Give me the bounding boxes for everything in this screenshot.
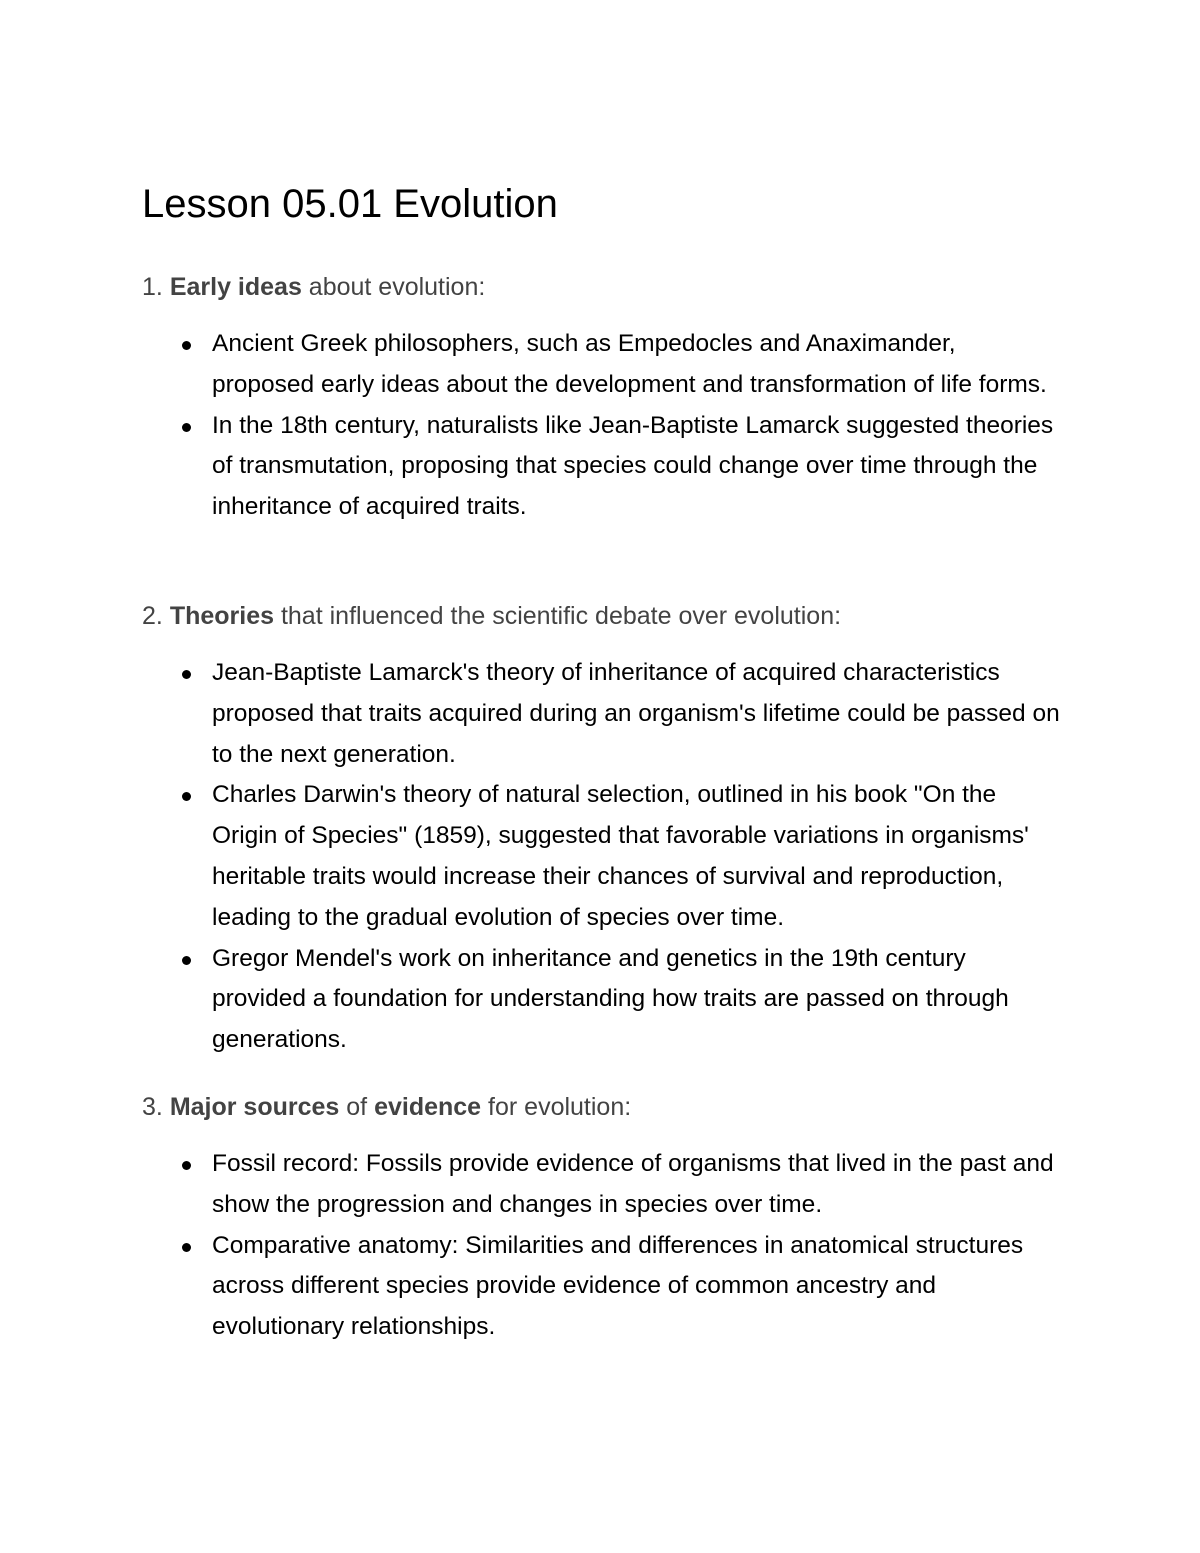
list-item [142, 775, 1062, 938]
bullet-text: Gregor Mendel's work on inheritance and genetics in the 19th century provided a foundation for understanding how traits are passed on through generations. [212, 944, 1009, 1054]
section-heading [142, 272, 1062, 302]
bullet-text: Comparative anatomy: Similarities and differences in anatomical structures across different species provide evidence of common ancestry and evolutionary relationships. [212, 1231, 1024, 1341]
bullet-icon [182, 341, 191, 350]
section-evidence [142, 1092, 1062, 1348]
heading-text: for evolution: [481, 1093, 632, 1121]
section-number: 2. [142, 602, 163, 630]
list-item [142, 939, 1062, 1061]
section-number: 1. [142, 273, 163, 301]
heading-text: of [339, 1093, 375, 1121]
heading-text: about evolution: [301, 273, 486, 301]
bullet-text: Jean-Baptiste Lamarck's theory of inheritance of acquired characteristics proposed that traits acquired during an organism's lifetime could be passed on to the next generation. [212, 659, 1060, 768]
heading-bold-term: Theories [169, 602, 275, 630]
bullet-text: Ancient Greek philosophers, such as Empedocles and Anaximander, proposed early ideas about the development and transformation of life forms. [212, 330, 1047, 398]
page-title: Lesson 05.01 Evolution [142, 182, 558, 226]
heading-bold-term: Early ideas [169, 273, 302, 301]
bullet-list [142, 653, 1062, 1061]
bullet-icon [182, 956, 191, 965]
heading-text: that influenced the scientific debate over evolution: [274, 602, 842, 630]
bullet-icon [182, 1243, 191, 1252]
list-item [142, 1226, 1062, 1348]
bullet-icon [182, 423, 191, 432]
section-number: 3. [142, 1093, 163, 1121]
list-item [142, 324, 1062, 406]
section-heading [142, 601, 1062, 631]
bullet-icon [182, 1161, 191, 1170]
list-item [142, 406, 1062, 528]
bullet-list [142, 324, 1062, 528]
section-early-ideas [142, 272, 1062, 528]
bullet-icon [182, 792, 191, 801]
bullet-list [142, 1144, 1062, 1348]
heading-bold-term: evidence [374, 1093, 482, 1121]
list-item [142, 653, 1062, 775]
bullet-text: In the 18th century, naturalists like Jean-Baptiste Lamarck suggested theories of transmutation, proposing that species could change over time through the inheritance of acquired traits. [212, 411, 1054, 521]
bullet-icon [182, 670, 191, 679]
section-heading [142, 1092, 1062, 1122]
section-theories [142, 601, 1062, 1061]
list-item [142, 1144, 1062, 1226]
bullet-text: Charles Darwin's theory of natural selection, outlined in his book "On the Origin of Species" (1859), suggested that favorable variations in organisms' heritable traits would increase their chances of survival and reproduction, leading to the gradual evolution of species over time. [212, 781, 1029, 931]
bullet-text: Fossil record: Fossils provide evidence of organisms that lived in the past and show the progression and changes in species over time. [212, 1150, 1054, 1218]
heading-bold-term: Major sources [169, 1093, 340, 1121]
